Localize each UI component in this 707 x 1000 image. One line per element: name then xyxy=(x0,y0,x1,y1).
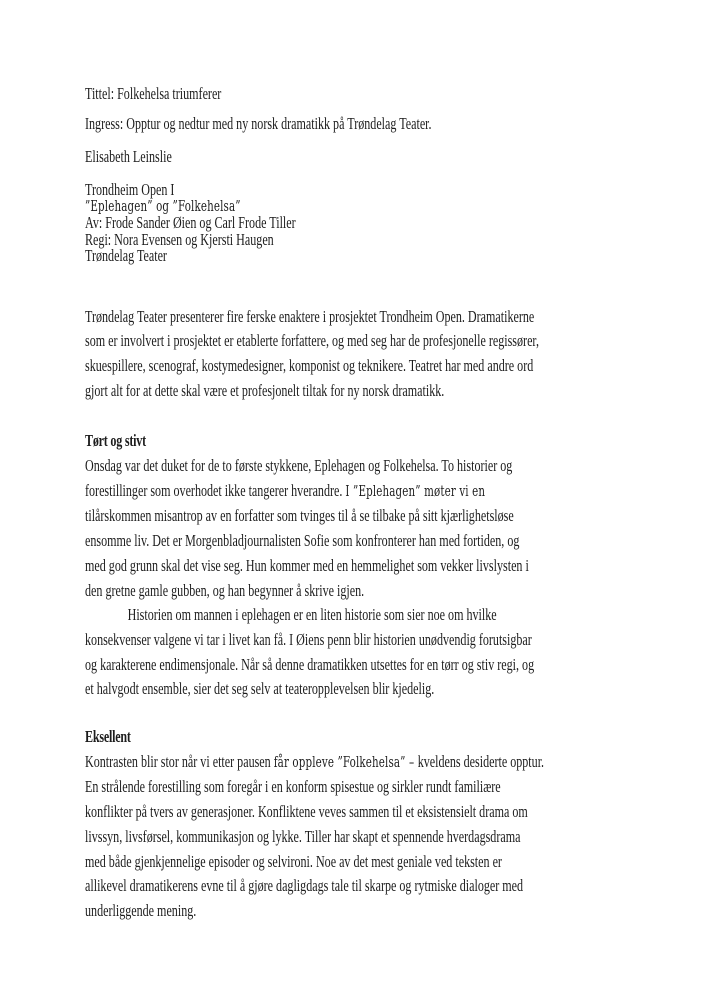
text-line: med god grunn skal det vise seg. Hun kommer med en hemmelighet som vekker livslysten i xyxy=(85,555,529,575)
text-line: underliggende mening. xyxy=(85,900,197,920)
text-line: konflikter på tvers av generasjoner. Konfliktene veves sammen til et eksistensielt drama om xyxy=(85,802,528,822)
credits-block xyxy=(85,182,645,265)
credit-line-directors: Regi: Nora Evensen og Kjersti Haugen xyxy=(85,229,274,249)
text-line: Trøndelag Teater presenterer fire ferske enaktere i prosjektet Trondheim Open. Dramatikerne xyxy=(85,306,535,326)
text-line xyxy=(85,479,486,505)
text-line: og karakterene endimensjonale. Når så denne dramatikken utsettes for en tørr og stiv regi, og xyxy=(85,654,535,674)
text-run-alt-font: får oppleve ”Folkehelsa” – xyxy=(273,754,418,771)
text-line: Onsdag var det duket for de to første stykkene, Eplehagen og Folkehelsa. To historier og xyxy=(85,456,513,476)
paragraph-eplehagen xyxy=(85,454,645,603)
section-heading-tort-og-stivt: Tørt og stivt xyxy=(85,431,146,451)
credit-line-theatre: Trøndelag Teater xyxy=(85,246,167,265)
text-line: som er involvert i prosjektet er etablerte forfattere, og med seg har de profesjonelle regissører, xyxy=(85,331,539,351)
document-content xyxy=(85,86,645,924)
section-heading-eksellent: Eksellent xyxy=(85,727,131,747)
text-line: tilårskommen misantrop av en forfatter som tvinges til å se tilbake på sitt kjærlighetsløse xyxy=(85,506,514,526)
text-line: allikevel dramatikerens evne til å gjøre dagligdags tale til skarpe og rytmiske dialoger med xyxy=(85,876,524,896)
text-line: gjort alt for at dette skal være et profesjonelt tiltak for ny norsk dramatikk. xyxy=(85,380,445,400)
text-run: kveldens desiderte opptur. xyxy=(417,751,545,771)
paragraph-intro xyxy=(85,305,645,404)
text-run: forestillinger som overhodet ikke tangerer hverandre. xyxy=(85,480,346,500)
paragraph-folkehelsa xyxy=(85,750,645,924)
doc-title-line: Tittel: Folkehelsa triumferer xyxy=(85,84,222,103)
paragraph-historien xyxy=(85,603,645,702)
credit-line-authors: Av: Frode Sander Øien og Carl Frode Tiller xyxy=(85,213,296,232)
doc-ingress-line: Ingress: Opptur og nedtur med ny norsk dramatikk på Trøndelag Teater. xyxy=(85,114,432,133)
text-line: den gretne gamle gubben, og han begynner å skrive igjen. xyxy=(85,580,365,600)
text-line: livssyn, livsførsel, kommunikasjon og lykke. Tiller har skapt et spennende hverdagsdrama xyxy=(85,826,521,846)
text-line: med både gjenkjennelige episoder og selvironi. Noe av det mest geniale ved teksten er xyxy=(85,851,502,871)
text-line-indented: Historien om mannen i eplehagen er en liten historie som sier noe om hvilke xyxy=(127,605,497,625)
text-line: ensomme liv. Det er Morgenbladjournalisten Sofie som konfronterer han med fortiden, og xyxy=(85,531,520,551)
credit-line-project: Trondheim Open I xyxy=(85,180,175,199)
doc-byline: Elisabeth Leinslie xyxy=(85,147,172,166)
text-line: konsekvenser valgene vi tar i livet kan få. I Øiens penn blir historien unødvendig forutsigbar xyxy=(85,629,532,649)
text-run-alt-font: I ”Eplehagen” møter vi en xyxy=(345,483,486,500)
text-line xyxy=(85,750,545,776)
text-line: En strålende forestilling som foregår i en konform spisestue og sirkler rundt familiære xyxy=(85,777,501,797)
text-line: et halvgodt ensemble, sier det seg selv at teateropplevelsen blir kjedelig. xyxy=(85,679,435,699)
credit-line-plays: ”Eplehagen” og ”Folkehelsa” xyxy=(85,198,241,215)
text-run: Kontrasten blir stor når vi etter pausen xyxy=(85,751,274,771)
text-line: skuespillere, scenograf, kostymedesigner, komponist og teknikere. Teatret har med andre ord xyxy=(85,355,534,375)
